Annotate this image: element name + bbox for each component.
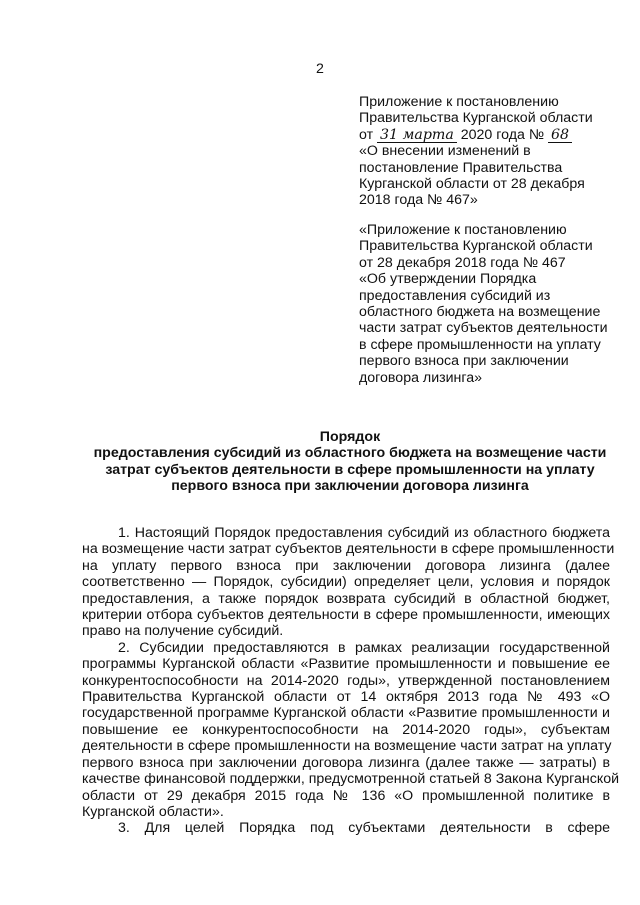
paragraph-1: [82, 525, 615, 640]
appendix-line: 2018 года № 467»: [359, 192, 478, 209]
title-line: затрат субъектов деятельности в сфере промышленности на уплату: [105, 461, 595, 478]
appendix-line: Приложение к постановлению: [359, 94, 559, 110]
appendix-original-decree: [359, 222, 619, 386]
document-body: [82, 525, 620, 837]
date-year: 2020 года №: [460, 126, 545, 143]
page-number: 2: [316, 61, 324, 77]
title-heading: Порядок: [319, 429, 381, 445]
document-title: [60, 429, 640, 495]
appendix-current-decree: [359, 94, 619, 209]
title-line: первого взноса при заключении договора лизинга: [171, 478, 529, 495]
appendix-line: Курганской области от 28 декабря: [359, 176, 585, 193]
handwritten-number: 68: [548, 128, 572, 143]
appendix-line: первого взноса при заключении: [359, 353, 569, 370]
paragraph-line: 3. Для целей Порядка под субъектами деятельности в сфере: [118, 820, 610, 837]
paragraph-line: качестве финансовой поддержки, предусмотренной статьей 8 Закона Курганской: [82, 771, 620, 788]
paragraph-line: программы Курганской области «Развитие промышленности и повышение ее: [82, 656, 610, 673]
paragraph-line: повышение ее конкурентоспособности на 2014-2020 годы», субъектам: [82, 721, 610, 738]
title-line: предоставления субсидий из областного бюджета на возмещение части: [93, 445, 607, 462]
paragraph-line: 1. Настоящий Порядок предоставления субсидий из областного бюджета: [118, 525, 610, 541]
appendix-line: от 28 декабря 2018 года № 467: [359, 254, 566, 271]
paragraph-3: [82, 820, 610, 836]
appendix-line: в сфере промышленности на уплату: [359, 336, 601, 353]
appendix-line: части затрат субъектов деятельности: [359, 320, 608, 337]
appendix-date-line: [359, 127, 619, 143]
paragraph-line: право на получение субсидий.: [82, 623, 284, 640]
paragraph-line: деятельности в сфере промышленности на возмещение части затрат на уплату: [82, 738, 612, 755]
appendix-line: областного бюджета на возмещение: [359, 304, 601, 321]
appendix-line: Правительства Курганской области: [359, 110, 593, 127]
date-prefix: от: [359, 126, 374, 143]
appendix-line: постановление Правительства: [359, 159, 563, 176]
paragraph-line: Правительства Курганской области от 14 октября 2013 года № 493 «О: [82, 689, 610, 706]
paragraph-line: Курганской области».: [82, 803, 224, 820]
paragraph-line: конкурентоспособности на 2014-2020 годы», утвержденной постановлением: [82, 672, 610, 689]
paragraph-line: государственной программе Курганской области «Развитие промышленности и: [82, 705, 610, 722]
paragraph-line: предоставления, а также порядок возврата субсидий в областной бюджет,: [82, 590, 610, 607]
paragraph-line: соответственно — Порядок, субсидии) определяет цели, условия и порядок: [82, 574, 610, 591]
handwritten-date: 31 марта: [377, 128, 457, 143]
appendix-line: предоставления субсидий из: [359, 287, 551, 304]
appendix-line: «О внесении изменений в: [359, 143, 531, 160]
appendix-line: «Приложение к постановлению: [359, 222, 567, 238]
paragraph-line: 2. Субсидии предоставляются в рамках реализации государственной: [118, 639, 610, 656]
appendix-line: Правительства Курганской области: [359, 238, 593, 255]
appendix-line: «Об утверждении Порядка: [359, 271, 537, 288]
paragraph-line: на уплату первого взноса при заключении договора лизинга (далее: [82, 557, 610, 574]
paragraph-line: области от 29 декабря 2015 года № 136 «О промышленной политике в: [82, 787, 610, 804]
paragraph-line: на возмещение части затрат субъектов деятельности в сфере промышленности: [82, 541, 615, 558]
paragraph-2: [82, 639, 620, 820]
paragraph-line: критерии отбора субъектов деятельности в сфере промышленности, имеющих: [82, 607, 610, 624]
paragraph-line: первого взноса при заключении договора лизинга (далее также — затраты) в: [82, 754, 610, 771]
appendix-line: договора лизинга»: [359, 369, 483, 386]
